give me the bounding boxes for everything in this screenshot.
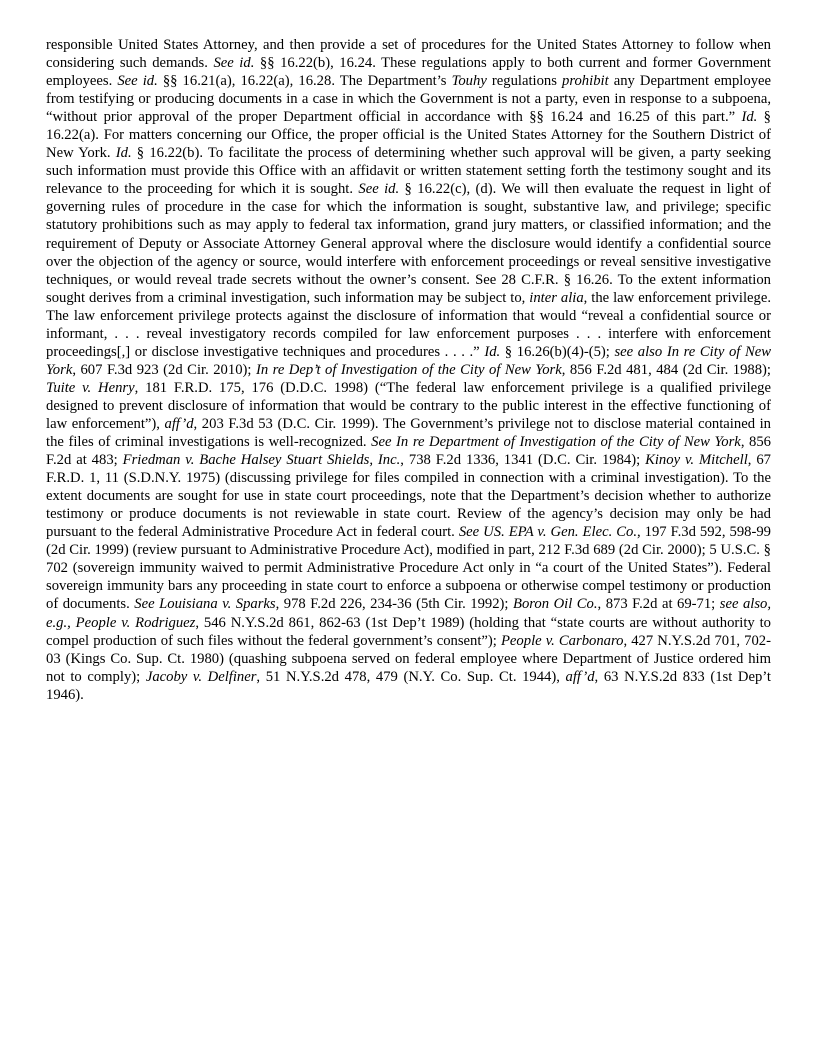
text-run: , 546 N.Y.S.2d 861, 862-63 (1st Dep’t 1989) (holding that “state courts are without authority to compel production of such files without the federal government’s consent”); [46, 614, 771, 649]
text-run: , 63 N.Y.S.2d 833 (1st Dep’t 1946). [46, 668, 771, 703]
text-run: § 16.22(a). For matters concerning our Office, the proper official is the United States Attorney for the Southern District of New York. [46, 109, 771, 162]
citation-italic-run: In re Dep’t of Investigation of the City of New York [255, 361, 562, 378]
text-run: , the law enforcement privilege. The law enforcement privilege protects against the disclosure of information that would “reveal a confidential source or informant, . . . reveal investigatory records compiled for law enforcement purposes . . . interfere with enforcement proceedings[,] or disclose investigative techniques and procedures . . . .” [46, 289, 772, 360]
citation-italic-run: Boron Oil Co. [513, 596, 598, 613]
text-run: , 197 F.3d 592, 598-99 (2d Cir. 1999) (review pursuant to Administrative Procedure Act), modified in part, 212 F.3d 689 (2d Cir. 2000); 5 U.S.C. § 702 (sovereign immunity waived to permit Administrative Procedure Act only in “a court of the United States”). Federal sovereign immunity bars any proceeding in state court to enforce a subpoena or otherwise compel testimony or production of documents. [46, 524, 771, 613]
text-run: , 873 F.2d at 69-71; [597, 596, 720, 613]
citation-italic-run: See id. [117, 73, 158, 90]
text-run: , 607 F.3d 923 (2d Cir. 2010); [72, 361, 256, 378]
citation-italic-run: see also, e.g., People v. Rodriguez [46, 596, 772, 631]
citation-italic-run: See Louisiana v. Sparks [134, 596, 276, 613]
citation-italic-run: Tuite v. Henry [46, 379, 135, 396]
citation-italic-run: Id. [484, 343, 501, 360]
text-run: , 738 F.2d 1336, 1341 (D.C. Cir. 1984); [400, 452, 646, 469]
citation-italic-run: inter alia [529, 289, 584, 306]
citation-italic-run: See id. [213, 55, 255, 72]
citation-italic-run: prohibit [562, 73, 609, 90]
citation-italic-run: Jacoby v. Delfiner [145, 668, 257, 685]
citation-italic-run: Id. [741, 109, 758, 126]
text-run: regulations [486, 73, 563, 90]
text-run: , 978 F.2d 226, 234-36 (5th Cir. 1992); [275, 596, 514, 613]
citation-italic-run: Friedman v. Bache Halsey Stuart Shields, Inc. [122, 452, 401, 469]
citation-italic-run: See US. EPA v. Gen. Elec. Co. [458, 524, 637, 541]
citation-italic-run: See id. [358, 181, 400, 198]
text-run: , 67 F.R.D. 1, 11 (S.D.N.Y. 1975) (discussing privilege for files compiled in connection with a criminal investigation). To the extent documents are sought for use in state court proceedings, note that the Department’s decision whether to authorize testimony or produce documents is not reviewable in state court. Review of the agency’s decision may only be had pursuant to the federal Administrative Procedure Act in federal court. [46, 452, 771, 541]
text-run: § 16.22(c), (d). We will then evaluate the request in light of governing rules of procedure in the case for which the information is sought, substantive law, and privilege; specific statutory prohibitions such as may apply to federal tax information, grand jury matters, or classified information; and the requirement of Deputy or Associate Attorney General approval where the disclosure would identify a confidential source over the objection of the agency or source, would interfere with enforcement proceedings or reveal sensitive investigative techniques, or would reveal trade secrets without the owner’s consent. See 28 C.F.R. § 16.26. To the extent information sought derives from a criminal investigation, such information may be subject to, [46, 181, 771, 306]
citation-italic-run: Id. [115, 145, 132, 162]
text-run: , 427 N.Y.S.2d 701, 702-03 (Kings Co. Sup. Ct. 1980) (quashing subpoena served on federal employee where Department of Justice ordered him not to comply); [46, 632, 772, 685]
text-run: § 16.22(b). To facilitate the process of determining whether such approval will be given, a party seeking such information must provide this Office with an affidavit or written statement setting forth the testimony sought and its relevance to the proceeding for which it is sought. [46, 145, 771, 198]
text-run: responsible United States Attorney, and then provide a set of procedures for the United States Attorney to follow when considering such demands. [46, 37, 771, 72]
text-run: , 856 F.2d at 483; [46, 434, 772, 469]
citation-italic-run: aff’d [565, 668, 595, 685]
text-run: §§ 16.22(b), 16.24. These regulations apply to both current and former Government employees. [46, 55, 771, 90]
citation-italic-run: Kinoy v. Mitchell [645, 452, 748, 469]
text-run: , 181 F.R.D. 175, 176 (D.D.C. 1998) (“The federal law enforcement privilege is a qualified privilege designed to prevent disclosure of information that would be contrary to the public interest in the effective functioning of law enforcement”), [46, 379, 771, 432]
body-paragraph [46, 36, 771, 704]
text-run: , 856 F.2d 481, 484 (2d Cir. 1988); [561, 361, 771, 378]
citation-italic-run: see also In re City of New York [46, 343, 771, 378]
text-run: , 203 F.3d 53 (D.C. Cir. 1999). The Government’s privilege not to disclose material contained in the files of criminal investigations is well-recognized. [46, 415, 771, 451]
text-run: § 16.26(b)(4)-(5); [500, 343, 615, 360]
text-run: §§ 16.21(a), 16.22(a), 16.28. The Department’s [157, 73, 452, 90]
citation-italic-run: People v. Carbonaro [500, 632, 624, 649]
citation-italic-run: See In re Department of Investigation of the City of New York [371, 434, 741, 451]
citation-italic-run: Touhy [451, 73, 487, 90]
text-run: , 51 N.Y.S.2d 478, 479 (N.Y. Co. Sup. Ct. 1944), [256, 668, 566, 685]
citation-italic-run: aff’d [164, 415, 194, 432]
text-run: any Department employee from testifying or producing documents in a case in which the Government is not a party, even in response to a subpoena, “without prior approval of the proper Department official in accordance with §§ 16.24 and 16.25 of this part.” [46, 73, 772, 126]
document-page [46, 36, 771, 704]
